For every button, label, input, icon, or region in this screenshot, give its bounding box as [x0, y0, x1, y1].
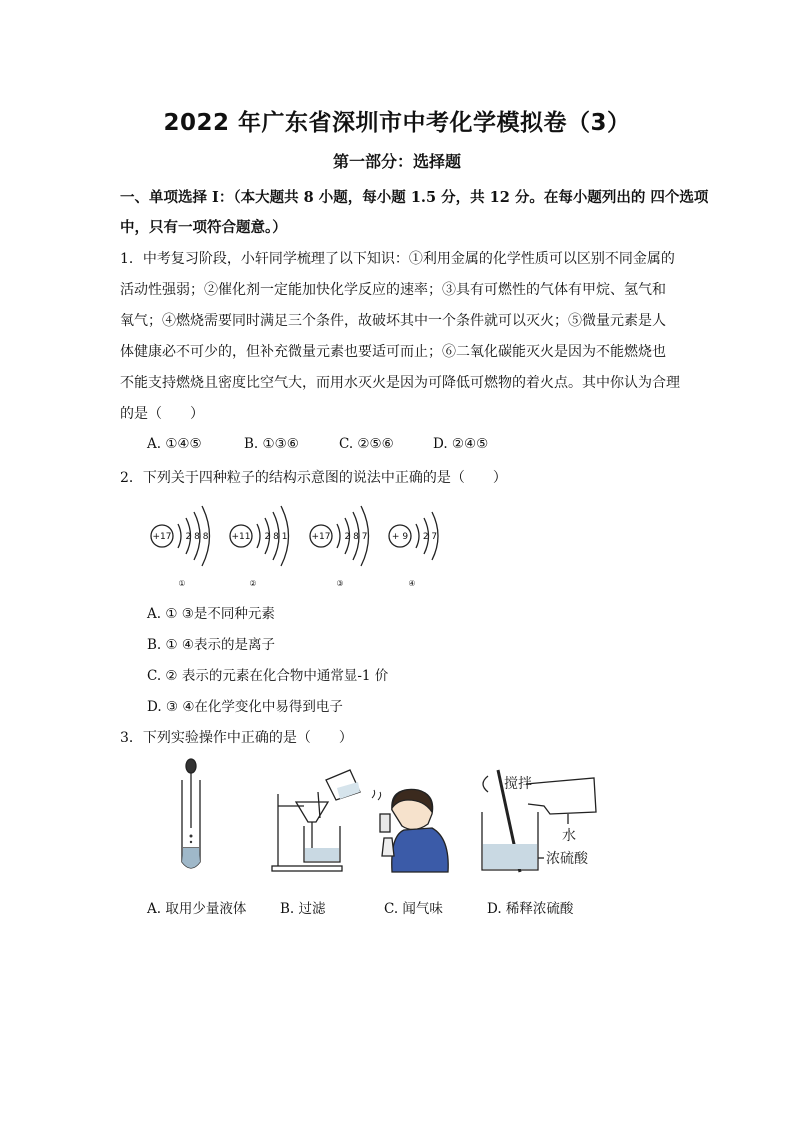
q3-option-d: D. 稀释浓硫酸: [487, 901, 574, 917]
q1-option-a: A. ①④⑤: [147, 436, 202, 452]
q2-option-d: D. ③ ④在化学变化中易得到电子: [147, 699, 343, 715]
q3-option-a: A. 取用少量液体: [147, 901, 247, 917]
q1-text-line: 氧气；④燃烧需要同时满足三个条件，故破坏其中一个条件就可以灭火；⑤微量元素是人: [120, 313, 666, 329]
atom-3-shells: 2 8 7: [344, 532, 368, 542]
q1-text-line: 活动性强弱；②催化剂一定能加快化学反应的速率；③具有可燃性的气体有甲烷、氢气和: [120, 282, 666, 298]
q2-option-a: A. ① ③是不同种元素: [147, 606, 275, 622]
q3-option-c: C. 闻气味: [384, 901, 443, 917]
q1-text-line: 的是（ ）: [120, 406, 204, 422]
atom-3-label: ③: [336, 579, 344, 588]
q1-option-d: D. ②④⑤: [433, 436, 489, 452]
q2-option-b: B. ① ④表示的是离子: [147, 637, 275, 653]
part-heading: 第一部分：选择题: [332, 152, 461, 171]
document-title: 2022 年广东省深圳市中考化学模拟卷（3）: [163, 110, 631, 136]
q3-stem: 3．下列实验操作中正确的是（ ）: [120, 730, 353, 746]
smelling-figure: [370, 786, 455, 876]
filtration-figure: [270, 766, 380, 876]
atom-1-shells: 2 8 8: [185, 532, 209, 542]
water-label: 水: [562, 828, 576, 844]
atom-structure-diagrams: [140, 498, 450, 593]
dropper-test-tube-figure: [176, 756, 206, 876]
section-heading-line1: 一、单项选择 I：（本大题共 8 小题，每小题 1.5 分，共 12 分。在每小题列出的 四个选项: [120, 189, 709, 206]
atom-4-shells: 2 7: [422, 532, 438, 542]
atom-3-nucleus: +17: [311, 532, 331, 542]
q1-text-line: 体健康必不可少的，但补充微量元素也要适可而止；⑥二氧化碳能灭火是因为不能燃烧也: [120, 344, 666, 360]
stir-label: 搅拌: [504, 776, 532, 792]
atom-4-nucleus: + 9: [391, 532, 409, 542]
section-heading-line2: 中，只有一项符合题意。）: [120, 219, 287, 236]
q2-option-c: C. ② 表示的元素在化合物中通常显-1 价: [147, 668, 389, 684]
q1-text-line: 1．中考复习阶段，小轩同学梳理了以下知识：①利用金属的化学性质可以区别不同金属的: [120, 251, 675, 267]
atom-2-label: ②: [249, 579, 257, 588]
q3-option-b: B. 过滤: [280, 901, 326, 917]
atom-4-label: ④: [408, 579, 416, 588]
q1-text-line: 不能支持燃烧且密度比空气大，而用水灭火是因为可降低可燃物的着火点。其中你认为合理: [120, 375, 680, 391]
atom-2-shells: 2 8 1: [264, 532, 288, 542]
q2-stem: 2．下列关于四种粒子的结构示意图的说法中正确的是（ ）: [120, 470, 507, 486]
atom-1-label: ①: [178, 579, 186, 588]
atom-1-nucleus: +17: [152, 532, 172, 542]
atom-2-nucleus: +11: [231, 532, 251, 542]
q1-option-c: C. ②⑤⑥: [339, 436, 394, 452]
q1-option-b: B. ①③⑥: [244, 436, 299, 452]
acid-label: 浓硫酸: [546, 851, 588, 867]
dilution-figure: [474, 762, 604, 877]
